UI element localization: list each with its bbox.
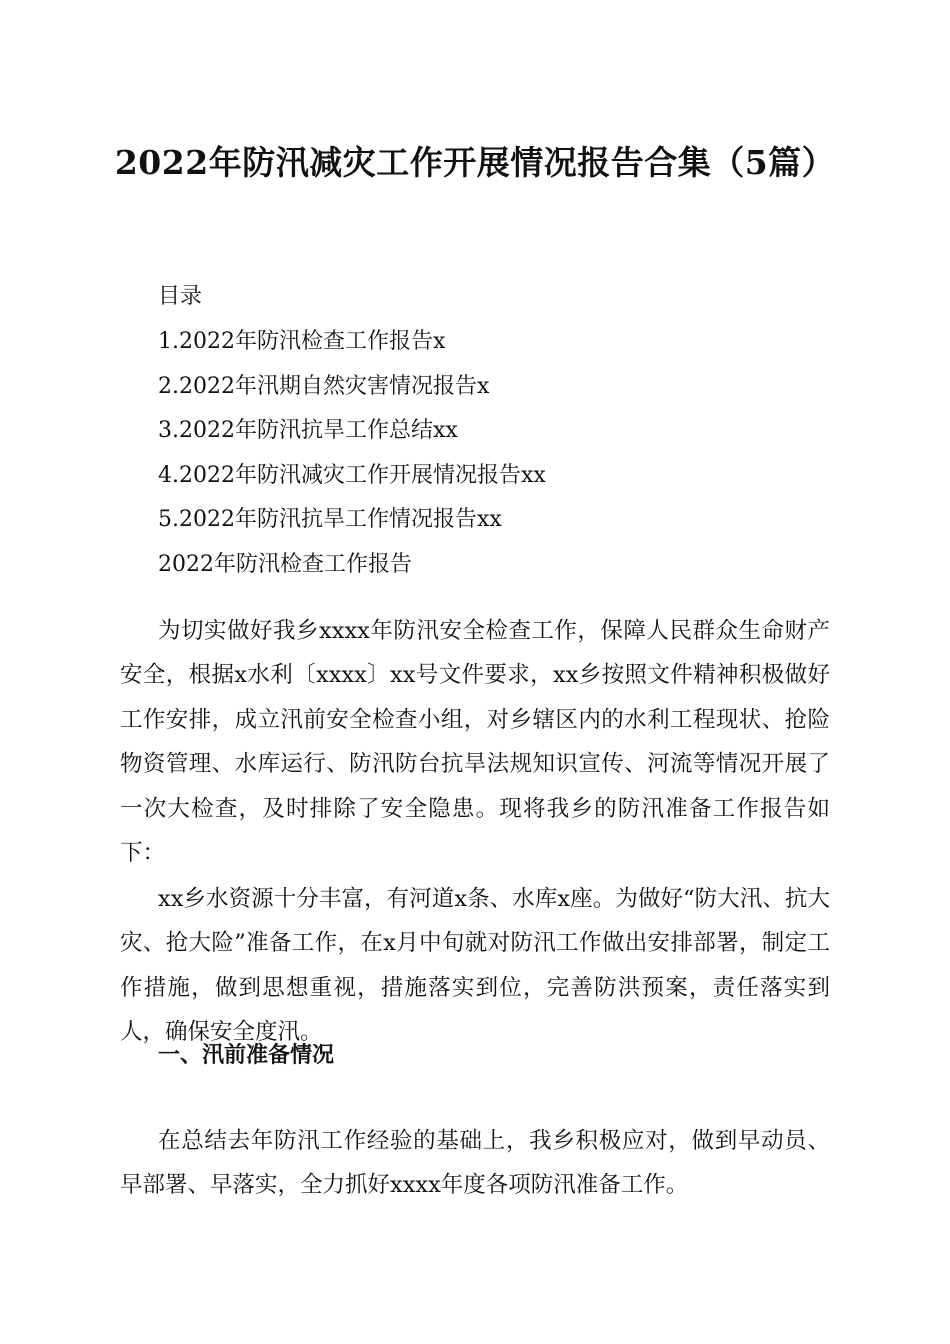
toc-item: 2.2022年汛期自然灾害情况报告x	[158, 374, 490, 399]
body-paragraph: 为切实做好我乡xxxx年防汛安全检查工作，保障人民群众生命财产安全，根据x水利〔xxxx〕xx号文件要求，xx乡按照文件精神积极做好工作安排，成立汛前安全检查小组，对乡辖区内的水利工程现状、抢险物资管理、水库运行、防汛防台抗旱法规知识宣传、河流等情况开展了一次大检查，及时排除了安全隐患。现将我乡的防汛准备工作报告如下：	[120, 617, 830, 867]
document-title: 2022年防汛减灾工作开展情况报告合集（5篇）	[114, 143, 836, 182]
toc-item: 1.2022年防汛检查工作报告x	[158, 329, 446, 354]
body-paragraph: 在总结去年防汛工作经验的基础上，我乡积极应对，做到早动员、早部署、早落实，全力抓好xxxx年度各项防汛准备工作。	[120, 1127, 830, 1199]
toc-heading: 目录	[158, 284, 203, 309]
section-heading: 一、汛前准备情况	[158, 1043, 335, 1068]
body-paragraph: xx乡水资源十分丰富，有河道x条、水库x座。为做好“防大汛、抗大灾、抢大险”准备工作，在x月中旬就对防汛工作做出安排部署，制定工作措施，做到思想重视，措施落实到位，完善防洪预案，责任落实到人，确保安全度汛。	[120, 885, 830, 1046]
toc-item: 4.2022年防汛减灾工作开展情况报告xx	[158, 463, 546, 488]
toc-item: 3.2022年防汛抗旱工作总结xx	[158, 418, 458, 443]
article-title: 2022年防汛检查工作报告	[158, 552, 412, 577]
toc-item: 5.2022年防汛抗旱工作情况报告xx	[158, 507, 502, 532]
